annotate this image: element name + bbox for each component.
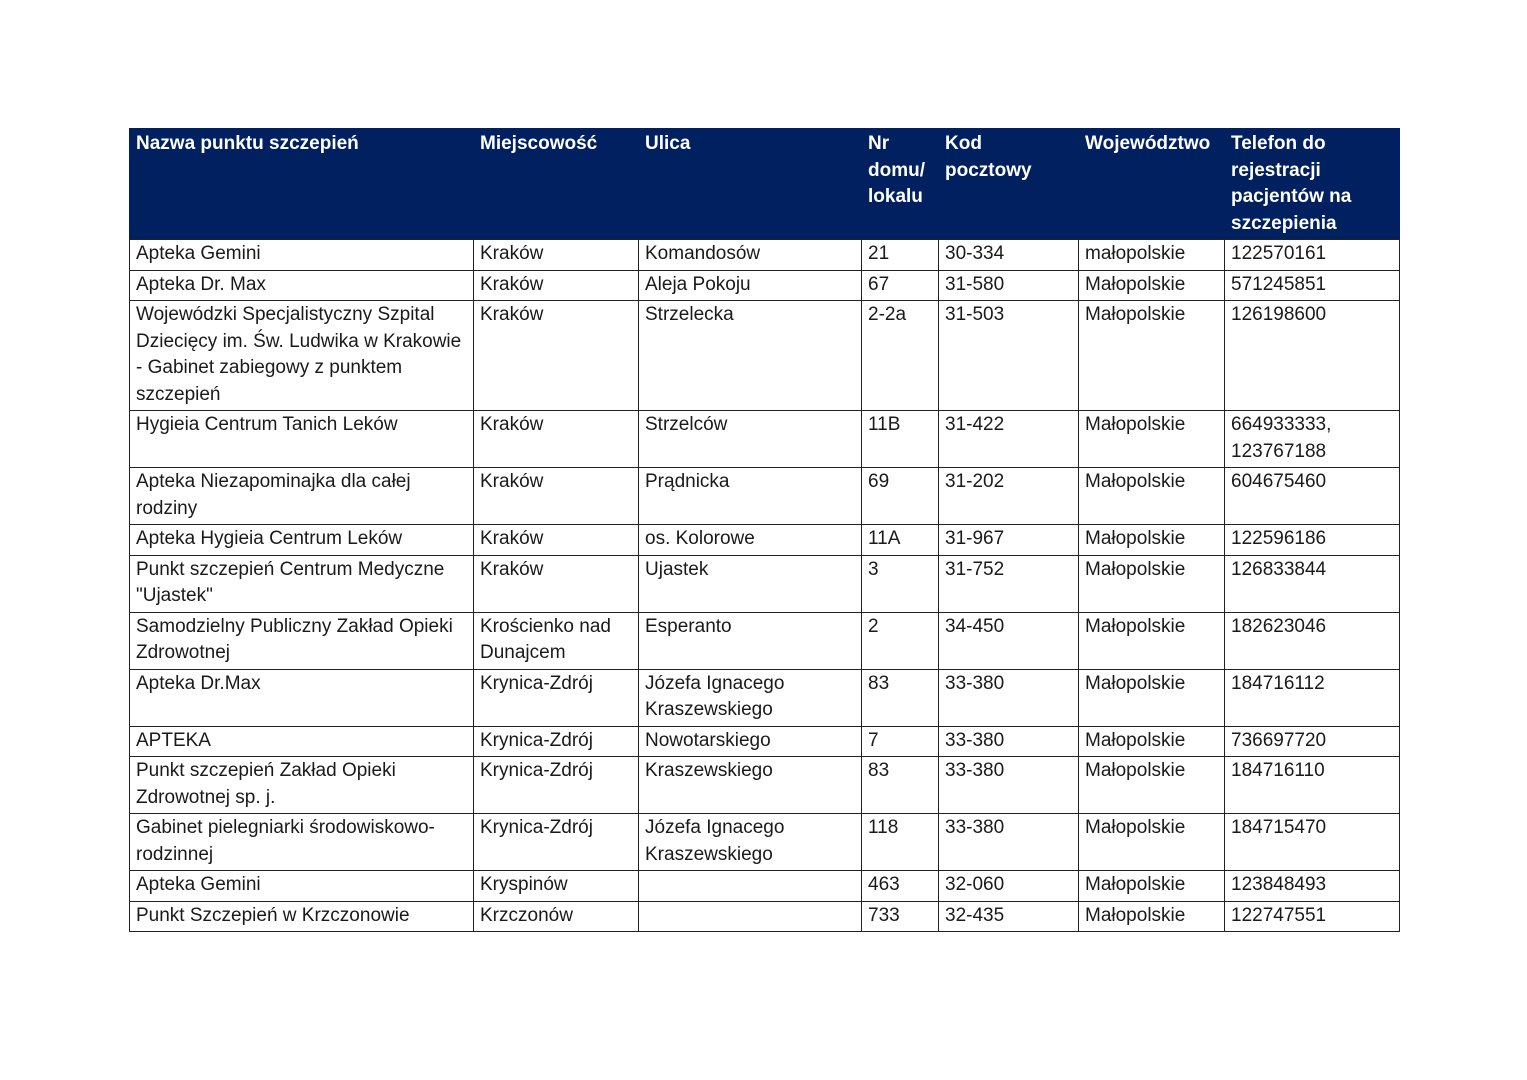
cell-name: Gabinet pielegniarki środowiskowo-rodzinnej bbox=[130, 814, 474, 871]
header-city: Miejscowość bbox=[474, 129, 639, 240]
cell-house-number: 67 bbox=[862, 270, 939, 301]
vaccination-points-table bbox=[129, 128, 1400, 932]
cell-house-number: 7 bbox=[862, 726, 939, 757]
cell-street: Ujastek bbox=[639, 555, 862, 612]
cell-name: Punkt szczepień Zakład Opieki Zdrowotnej sp. j. bbox=[130, 757, 474, 814]
cell-city: Krynica-Zdrój bbox=[474, 757, 639, 814]
cell-street: Aleja Pokoju bbox=[639, 270, 862, 301]
table-row bbox=[130, 757, 1400, 814]
cell-phone: 664933333, 123767188 bbox=[1225, 411, 1400, 468]
cell-voivodeship: Małopolskie bbox=[1079, 757, 1225, 814]
cell-postal-code: 33-380 bbox=[939, 669, 1079, 726]
cell-postal-code: 34-450 bbox=[939, 612, 1079, 669]
cell-city: Krynica-Zdrój bbox=[474, 669, 639, 726]
cell-house-number: 463 bbox=[862, 871, 939, 902]
header-voivodeship: Województwo bbox=[1079, 129, 1225, 240]
cell-house-number: 2-2a bbox=[862, 301, 939, 411]
cell-postal-code: 30-334 bbox=[939, 240, 1079, 271]
cell-phone: 126198600 bbox=[1225, 301, 1400, 411]
header-postal-code: Kod pocztowy bbox=[939, 129, 1079, 240]
cell-city: Kraków bbox=[474, 411, 639, 468]
cell-voivodeship: Małopolskie bbox=[1079, 871, 1225, 902]
cell-name: Wojewódzki Specjalistyczny Szpital Dziecięcy im. Św. Ludwika w Krakowie - Gabinet zabiegowy z punktem szczepień bbox=[130, 301, 474, 411]
cell-postal-code: 33-380 bbox=[939, 726, 1079, 757]
cell-street: Strzelecka bbox=[639, 301, 862, 411]
cell-name: Apteka Dr.Max bbox=[130, 669, 474, 726]
table-header-row bbox=[130, 129, 1400, 240]
table-row bbox=[130, 871, 1400, 902]
cell-name: Apteka Niezapominajka dla całej rodziny bbox=[130, 468, 474, 525]
cell-city: Kraków bbox=[474, 270, 639, 301]
table-row bbox=[130, 411, 1400, 468]
cell-voivodeship: Małopolskie bbox=[1079, 270, 1225, 301]
cell-voivodeship: Małopolskie bbox=[1079, 901, 1225, 932]
cell-city: Krościenko nad Dunajcem bbox=[474, 612, 639, 669]
header-phone: Telefon do rejestracji pacjentów na szczepienia bbox=[1225, 129, 1400, 240]
cell-name: Apteka Dr. Max bbox=[130, 270, 474, 301]
cell-street bbox=[639, 901, 862, 932]
cell-phone: 126833844 bbox=[1225, 555, 1400, 612]
cell-phone: 184715470 bbox=[1225, 814, 1400, 871]
cell-house-number: 11B bbox=[862, 411, 939, 468]
cell-voivodeship: Małopolskie bbox=[1079, 612, 1225, 669]
cell-voivodeship: Małopolskie bbox=[1079, 669, 1225, 726]
cell-house-number: 21 bbox=[862, 240, 939, 271]
cell-name: Samodzielny Publiczny Zakład Opieki Zdrowotnej bbox=[130, 612, 474, 669]
cell-phone: 184716110 bbox=[1225, 757, 1400, 814]
header-house-number: Nr domu/ lokalu bbox=[862, 129, 939, 240]
table-row bbox=[130, 612, 1400, 669]
table-row bbox=[130, 726, 1400, 757]
cell-postal-code: 31-752 bbox=[939, 555, 1079, 612]
cell-postal-code: 31-503 bbox=[939, 301, 1079, 411]
cell-name: APTEKA bbox=[130, 726, 474, 757]
cell-postal-code: 32-435 bbox=[939, 901, 1079, 932]
cell-house-number: 69 bbox=[862, 468, 939, 525]
cell-city: Kraków bbox=[474, 468, 639, 525]
cell-house-number: 118 bbox=[862, 814, 939, 871]
cell-postal-code: 31-580 bbox=[939, 270, 1079, 301]
cell-phone: 184716112 bbox=[1225, 669, 1400, 726]
cell-house-number: 3 bbox=[862, 555, 939, 612]
header-name: Nazwa punktu szczepień bbox=[130, 129, 474, 240]
cell-postal-code: 31-967 bbox=[939, 525, 1079, 556]
table-row bbox=[130, 240, 1400, 271]
cell-postal-code: 32-060 bbox=[939, 871, 1079, 902]
cell-house-number: 83 bbox=[862, 757, 939, 814]
cell-name: Apteka Hygieia Centrum Leków bbox=[130, 525, 474, 556]
cell-street: Józefa Ignacego Kraszewskiego bbox=[639, 814, 862, 871]
cell-street: Prądnicka bbox=[639, 468, 862, 525]
table-row bbox=[130, 669, 1400, 726]
cell-voivodeship: Małopolskie bbox=[1079, 411, 1225, 468]
table-row bbox=[130, 270, 1400, 301]
cell-phone: 604675460 bbox=[1225, 468, 1400, 525]
cell-phone: 122570161 bbox=[1225, 240, 1400, 271]
table-row bbox=[130, 301, 1400, 411]
cell-phone: 122596186 bbox=[1225, 525, 1400, 556]
table-row bbox=[130, 468, 1400, 525]
cell-street: Kraszewskiego bbox=[639, 757, 862, 814]
cell-street: Józefa Ignacego Kraszewskiego bbox=[639, 669, 862, 726]
cell-name: Punkt Szczepień w Krzczonowie bbox=[130, 901, 474, 932]
cell-voivodeship: Małopolskie bbox=[1079, 555, 1225, 612]
table-row bbox=[130, 814, 1400, 871]
cell-postal-code: 31-422 bbox=[939, 411, 1079, 468]
header-street: Ulica bbox=[639, 129, 862, 240]
cell-city: Kryspinów bbox=[474, 871, 639, 902]
cell-street: Nowotarskiego bbox=[639, 726, 862, 757]
cell-street bbox=[639, 871, 862, 902]
cell-name: Hygieia Centrum Tanich Leków bbox=[130, 411, 474, 468]
table-row bbox=[130, 555, 1400, 612]
cell-street: Esperanto bbox=[639, 612, 862, 669]
cell-name: Apteka Gemini bbox=[130, 240, 474, 271]
cell-house-number: 2 bbox=[862, 612, 939, 669]
cell-voivodeship: Małopolskie bbox=[1079, 525, 1225, 556]
cell-voivodeship: Małopolskie bbox=[1079, 468, 1225, 525]
cell-voivodeship: Małopolskie bbox=[1079, 814, 1225, 871]
cell-city: Krzczonów bbox=[474, 901, 639, 932]
cell-city: Krynica-Zdrój bbox=[474, 814, 639, 871]
cell-postal-code: 33-380 bbox=[939, 814, 1079, 871]
cell-phone: 122747551 bbox=[1225, 901, 1400, 932]
cell-phone: 182623046 bbox=[1225, 612, 1400, 669]
cell-postal-code: 31-202 bbox=[939, 468, 1079, 525]
cell-house-number: 733 bbox=[862, 901, 939, 932]
table-row bbox=[130, 901, 1400, 932]
cell-phone: 571245851 bbox=[1225, 270, 1400, 301]
cell-street: Strzelców bbox=[639, 411, 862, 468]
cell-name: Apteka Gemini bbox=[130, 871, 474, 902]
cell-phone: 736697720 bbox=[1225, 726, 1400, 757]
cell-voivodeship: Małopolskie bbox=[1079, 726, 1225, 757]
table-row bbox=[130, 525, 1400, 556]
cell-house-number: 83 bbox=[862, 669, 939, 726]
cell-city: Kraków bbox=[474, 240, 639, 271]
cell-voivodeship: małopolskie bbox=[1079, 240, 1225, 271]
cell-street: os. Kolorowe bbox=[639, 525, 862, 556]
cell-postal-code: 33-380 bbox=[939, 757, 1079, 814]
cell-voivodeship: Małopolskie bbox=[1079, 301, 1225, 411]
cell-house-number: 11A bbox=[862, 525, 939, 556]
cell-city: Kraków bbox=[474, 301, 639, 411]
cell-street: Komandosów bbox=[639, 240, 862, 271]
cell-city: Krynica-Zdrój bbox=[474, 726, 639, 757]
cell-city: Kraków bbox=[474, 525, 639, 556]
cell-city: Kraków bbox=[474, 555, 639, 612]
cell-phone: 123848493 bbox=[1225, 871, 1400, 902]
cell-name: Punkt szczepień Centrum Medyczne "Ujastek" bbox=[130, 555, 474, 612]
